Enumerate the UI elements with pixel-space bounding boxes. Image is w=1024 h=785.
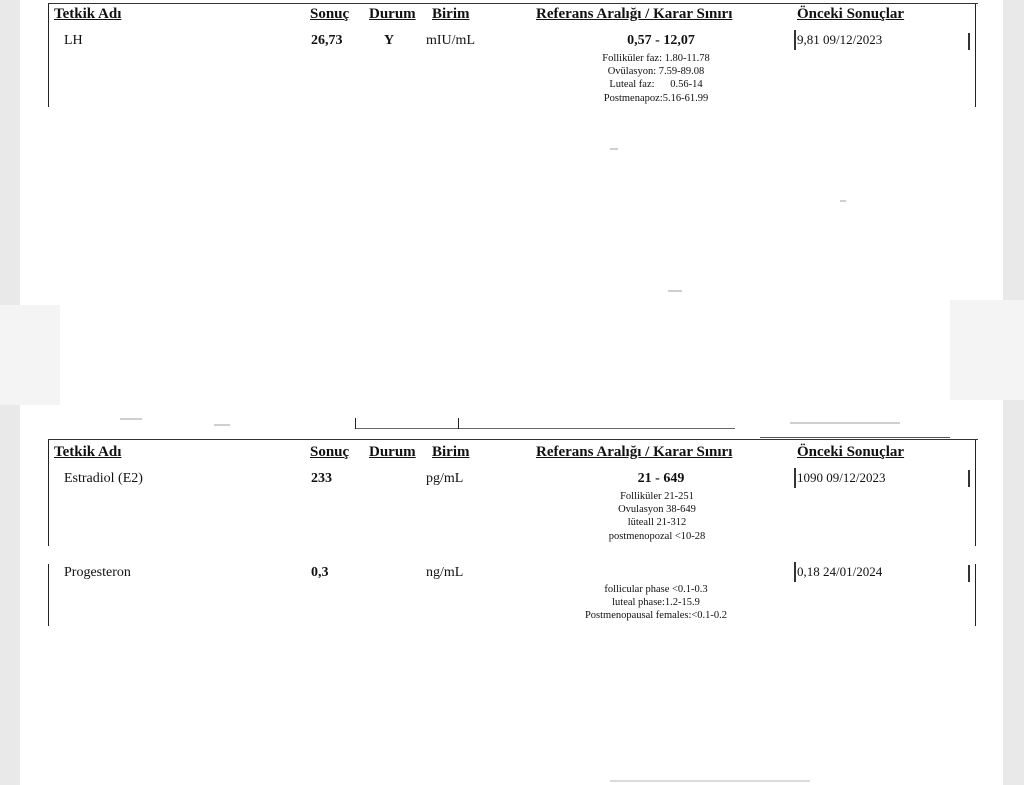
right-border [975, 440, 976, 546]
speck [840, 200, 846, 202]
left-border [48, 440, 49, 546]
previous-marker-left [794, 562, 796, 582]
reference-detail [536, 52, 776, 105]
reference-line: luteal phase:1.2-15.9 [612, 597, 700, 609]
test-name: LH [64, 33, 83, 48]
reference-line: Ovülasyon: 7.59-89.08 [607, 66, 705, 78]
test-name: Estradiol (E2) [64, 471, 143, 486]
header-result: Sonuç [310, 444, 350, 460]
header-test-name: Tetkik Adı [54, 6, 122, 22]
top-border [48, 439, 978, 440]
previous-result: 9,81 09/12/2023 [797, 32, 883, 47]
previous-result: 0,18 24/01/2024 [797, 564, 883, 579]
faint-rule [355, 428, 735, 429]
previous-marker-right [968, 33, 970, 50]
reference-detail [537, 490, 777, 543]
status-flag: Y [384, 33, 395, 48]
header-test-name: Tetkik Adı [54, 444, 122, 460]
reference-detail [536, 583, 776, 623]
result-value: 26,73 [311, 33, 343, 48]
reference-line: Postmenopausal females:<0.1-0.2 [584, 610, 728, 622]
header-reference: Referans Aralığı / Karar Sınırı [536, 6, 733, 22]
reference-line: Ovulasyon 38-649 [618, 504, 696, 516]
blur-left [0, 305, 60, 405]
speck [610, 148, 618, 150]
blur-right [950, 300, 1024, 400]
result-value: 233 [311, 471, 332, 486]
reference-line: follicular phase <0.1-0.3 [604, 584, 708, 595]
reference-line: lüteall 21-312 [627, 517, 687, 529]
previous-marker-right [968, 470, 970, 487]
previous-result: 1090 09/12/2023 [797, 470, 886, 485]
previous-marker-left [794, 468, 796, 488]
report-page [20, 0, 1003, 785]
reference-range: 0,57 - 12,07 [627, 33, 695, 48]
speck [790, 422, 900, 424]
result-value: 0,3 [311, 565, 329, 580]
header-unit: Birim [432, 444, 470, 460]
right-border [975, 4, 976, 107]
reference-line: Folliküler 21-251 [620, 491, 694, 502]
speck [120, 418, 142, 420]
header-result: Sonuç [310, 6, 350, 22]
speck [668, 290, 682, 292]
header-status: Durum [369, 444, 416, 460]
test-name: Progesteron [64, 565, 131, 580]
top-border [48, 3, 978, 4]
faint-tick [355, 418, 356, 429]
reference-line: Postmenapoz:5.16-61.99 [603, 92, 709, 104]
faint-tick [458, 418, 459, 429]
unit: mIU/mL [426, 33, 475, 48]
unit: ng/mL [426, 565, 464, 580]
header-reference: Referans Aralığı / Karar Sınırı [536, 444, 733, 460]
previous-marker-right [968, 565, 970, 582]
faint-rule [760, 437, 950, 438]
previous-marker-left [794, 30, 796, 50]
header-status: Durum [369, 6, 416, 22]
unit: pg/mL [426, 471, 464, 486]
header-unit: Birim [432, 6, 470, 22]
header-previous: Önceki Sonuçlar [797, 444, 905, 460]
right-border [975, 564, 976, 626]
left-border [48, 4, 49, 107]
reference-line: postmenopozal <10-28 [608, 530, 706, 542]
speck [214, 424, 230, 426]
reference-line: Luteal faz: 0.56-14 [609, 79, 703, 91]
header-previous: Önceki Sonuçlar [797, 6, 905, 22]
reference-line: Folliküler faz: 1.80-11.78 [602, 53, 710, 64]
reference-range: 21 - 649 [637, 471, 685, 486]
left-border [48, 564, 49, 626]
bottom-artifact [610, 780, 810, 782]
